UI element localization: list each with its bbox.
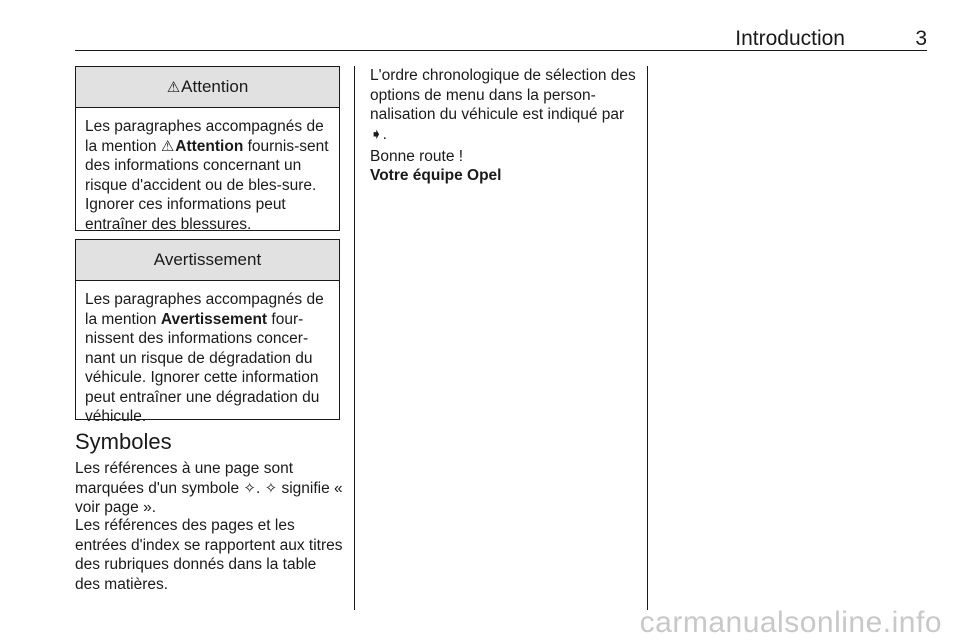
attention-box-body [76,108,339,242]
attention-body-text-2: fournis-sent des informations concernant un risque d'accident ou de bles-sure. Ignorer ces informations peut entraîner des blessures. [85,137,329,233]
symbols-paragraph-2: Les références des pages et les entrées d'index se rapportent aux titres des rubriques donnés dans la table des matières. [75,517,343,593]
page-reference-icon: ✧ [243,479,256,497]
attention-box-header [76,67,339,108]
right-p1-text: L'ordre chronologique de sélection des options de menu dans la person-nalisation du véhicule est indiqué par [370,67,636,123]
warning-box [75,239,340,425]
page-reference-icon-2: ✧ [264,479,278,497]
page-number: 3 [915,27,927,50]
warning-body-bold: Avertissement [160,310,268,328]
symbols-p1-text-3: signifie « voir page ». [75,479,343,516]
warning-body-text-1: Les paragraphes accompagnés de la mention [85,291,324,328]
warning-triangle-icon-inline: ⚠ [160,137,175,155]
right-paragraph-1 [370,66,640,144]
column-divider-1 [354,66,355,610]
warning-body-text-2: four-nissent des informations concer-nant un risque de dégradation du véhicule. Ignorer cette information peut entraîner une dégradation du véhicule. [85,310,320,425]
warning-title: Avertissement [153,250,262,269]
warning-triangle-icon: ⚠ [166,79,181,96]
symbols-heading: Symboles [75,429,172,454]
page-header [75,26,927,52]
warning-box-header [76,240,339,281]
attention-body-text-1: Les paragraphes accompagnés de la mention [85,118,324,155]
signature: Votre équipe Opel [370,167,502,184]
symbols-p1-text-2: . [255,479,265,497]
attention-body-bold: Attention [175,137,244,155]
right-paragraph-2: Bonne route ! [370,148,464,165]
symbols-paragraph-1 [75,459,345,518]
menu-sequence-icon: ➧ [370,125,383,143]
watermark: carmanualsonline.info [639,606,942,639]
attention-title: Attention [181,77,249,96]
symbols-p1-text-1: Les références à une page sont marquées d'un symbole [75,460,294,497]
attention-box [75,66,340,231]
section-title-header: Introduction [735,27,845,50]
warning-box-body [76,281,339,435]
column-divider-2 [647,66,648,610]
header-rule [75,50,927,51]
right-p1-end: . [382,125,387,143]
